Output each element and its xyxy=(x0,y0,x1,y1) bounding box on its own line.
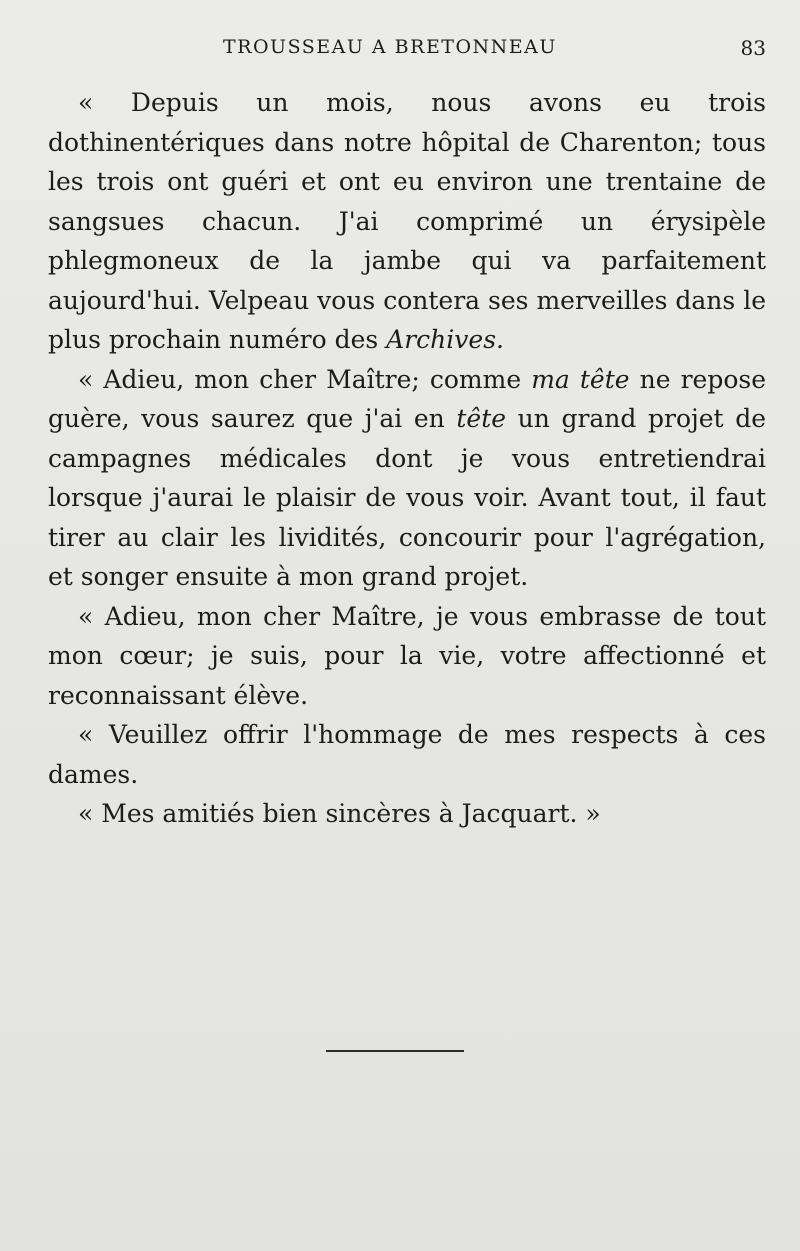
paragraph-1-text: « Depuis un mois, nous avons eu trois dothinentériques dans notre hôpital de Charenton; tous les trois ont guéri et ont eu environ une trentaine de sangsues chacun. J'ai comprimé un érysipèle phlegmoneux de la jambe qui va parfaitement aujourd'hui. Velpeau vous contera ses merveilles dans le plus prochain numéro des xyxy=(48,88,766,354)
page-header xyxy=(48,36,766,66)
paragraph-2-italic: ma tête xyxy=(531,364,630,394)
paragraph-1-italic: Archives. xyxy=(386,325,504,354)
section-end-rule xyxy=(326,1050,464,1052)
paragraph-4: « Veuillez offrir l'hommage de mes respects à ces dames. xyxy=(48,720,766,789)
paragraph-2 xyxy=(48,360,766,597)
paragraph-5: « Mes amitiés bien sincères à Jacquart. » xyxy=(78,799,601,828)
paragraph-2-text: « Adieu, mon cher Maître; comme xyxy=(78,364,532,394)
paragraph-2-mid: ne repose guère, vous saurez que j'ai en xyxy=(48,364,766,433)
paragraph-3: « Adieu, mon cher Maître, je vous embrasse de tout mon cœur; je suis, pour la vie, votre affectionné et reconnaissant élève. xyxy=(48,601,766,710)
paragraph-1 xyxy=(48,83,766,360)
paragraph-2-italic-2: tête xyxy=(456,404,507,433)
running-head: TROUSSEAU A BRETONNEAU xyxy=(223,36,557,58)
paragraph-2-rest: un grand projet de campagnes médicales dont je vous entretiendrai lorsque j'aurai le plaisir de vous voir. Avant tout, il faut tirer au clair les lividités, concourir pour l'agrégation, et songer ensuite à mon grand projet. xyxy=(48,404,766,591)
page-number: 83 xyxy=(740,36,766,60)
letter-text xyxy=(48,83,766,834)
